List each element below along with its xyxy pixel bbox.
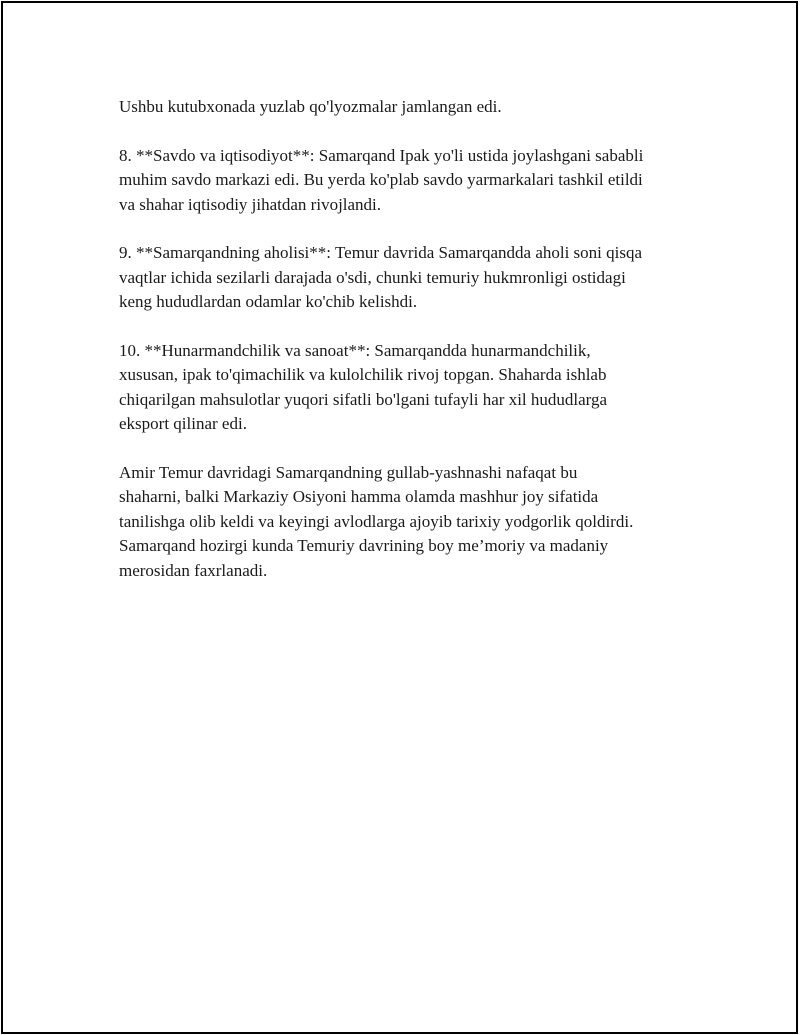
paragraph-population <box>119 241 719 314</box>
text-line: Amir Temur davridagi Samarqandning gullab-yashnashi nafaqat bu <box>119 463 578 483</box>
paragraph-trade-economy <box>119 144 719 217</box>
text-line: 10. **Hunarmandchilik va sanoat**: Samarqandda hunarmandchilik, <box>119 341 591 361</box>
text-line: va shahar iqtisodiy jihatdan rivojlandi. <box>119 194 382 214</box>
text-line: shaharni, balki Markaziy Osiyoni hamma olamda mashhur joy sifatida <box>119 487 599 507</box>
text-line: 8. **Savdo va iqtisodiyot**: Samarqand Ipak yo'li ustida joylashgani sababli <box>119 145 644 165</box>
text-line: muhim savdo markazi edi. Bu yerda ko'plab savdo yarmarkalari tashkil etildi <box>119 170 643 190</box>
paragraph-conclusion <box>119 461 719 583</box>
document-page <box>1 1 798 1034</box>
text-line: vaqtlar ichida sezilarli darajada o'sdi, chunki temuriy hukmronligi ostidagi <box>119 267 626 287</box>
text-line: eksport qilinar edi. <box>119 414 247 434</box>
text-line: xususan, ipak to'qimachilik va kulolchilik rivoj topgan. Shaharda ishlab <box>119 365 607 385</box>
text-line: keng hududlardan odamlar ko'chib kelishdi. <box>119 292 418 312</box>
paragraph-library <box>119 95 719 119</box>
text-line: Samarqand hozirgi kunda Temuriy davrining boy me’moriy va madaniy <box>119 536 609 556</box>
text-line: Ushbu kutubxonada yuzlab qo'lyozmalar jamlangan edi. <box>119 97 502 116</box>
document-body <box>119 95 719 607</box>
text-line: merosidan faxrlanadi. <box>119 560 268 580</box>
text-line: 9. **Samarqandning aholisi**: Temur davrida Samarqandda aholi soni qisqa <box>119 243 643 263</box>
text-line: chiqarilgan mahsulotlar yuqori sifatli bo'lgani tufayli har xil hududlarga <box>119 389 608 409</box>
paragraph-crafts-industry <box>119 339 719 437</box>
text-line: tanilishga olib keldi va keyingi avlodlarga ajoyib tarixiy yodgorlik qoldirdi. <box>119 511 634 531</box>
